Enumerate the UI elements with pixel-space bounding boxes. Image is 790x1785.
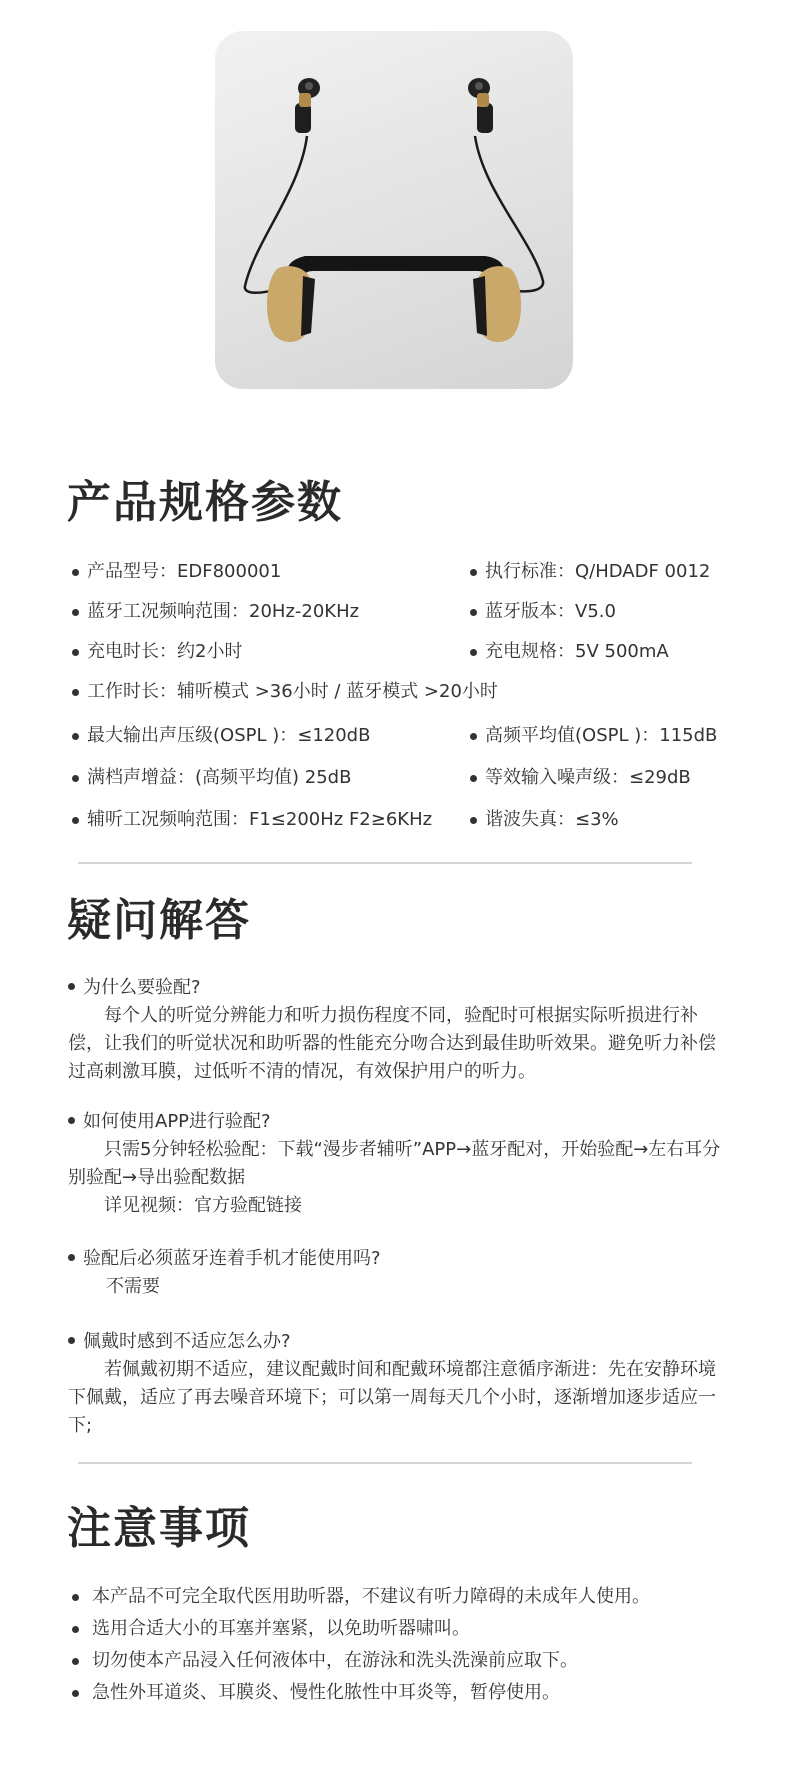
faq-answer: 只需5分钟轻松验配：下载“漫步者辅听”APP→蓝牙配对，开始验配→左右耳分别验配→导出验配数据 [68,1139,721,1188]
divider [78,1462,692,1464]
faq-title: 疑问解答 [67,895,251,946]
notes-title: 注意事项 [67,1503,251,1554]
faq-question: 验配后必须蓝牙连着手机才能使用吗? [68,1247,381,1271]
spec-max-output: 最大输出声压级(OSPL )：≤120dB [87,725,371,746]
note-item: 本产品不可完全取代医用助听器，不建议有听力障碍的未成年人使用。 [92,1586,650,1607]
faq-question: 为什么要验配? [68,976,201,1000]
spec-distortion: 谐波失真：≤3% [485,809,619,830]
spec-charge-time: 充电时长：约2小时 [87,641,243,662]
spec-charge-spec: 充电规格：5V 500mA [485,641,669,662]
spec-bt-version: 蓝牙版本：V5.0 [485,601,616,622]
spec-hearing-frequency: 辅听工况频响范围：F1≤200Hz F2≥6KHz [87,809,433,830]
bullet-icon [68,983,75,990]
faq-answer: 每个人的听觉分辨能力和听力损伤程度不同，验配时可根据实际听损进行补偿，让我们的听觉状况和助听器的性能充分吻合达到最佳助听效果。避免听力补偿过高刺激耳膜，过低听不清的情况，有效保护用户的听力。 [68,1005,716,1082]
product-image [215,31,573,389]
faq-answer: 若佩戴初期不适应，建议配戴时间和配戴环境都注意循序渐进：先在安静环境下佩戴，适应了再去噪音环境下；可以第一周每天几个小时，逐渐增加逐步适应一下; [68,1359,716,1436]
note-item: 切勿使本产品浸入任何液体中，在游泳和洗头洗澡前应取下。 [92,1650,578,1671]
note-item: 选用合适大小的耳塞并塞紧，以免助听器啸叫。 [92,1618,470,1639]
spec-model: 产品型号：EDF800001 [87,561,282,582]
faq-question: 佩戴时感到不适应怎么办? [68,1330,291,1354]
faq-question: 如何使用APP进行验配? [68,1110,271,1134]
bullet-icon [68,1337,75,1344]
spec-standard: 执行标准：Q/HDADF 0012 [485,561,711,582]
spec-bt-frequency: 蓝牙工况频响范围：20Hz-20KHz [87,601,360,622]
faq-video-link: 详见视频：官方验配链接 [104,1195,302,1216]
neckband-hearing-aid-image [215,31,573,389]
spec-gain: 满档声增益：(高频平均值) 25dB [87,767,352,788]
note-item: 急性外耳道炎、耳膜炎、慢性化脓性中耳炎等，暂停使用。 [92,1682,560,1703]
bullet-icon [68,1254,75,1261]
spec-hf-average: 高频平均值(OSPL )：115dB [485,725,718,746]
spec-work-time: 工作时长：辅听模式 >36小时 / 蓝牙模式 >20小时 [87,681,498,702]
divider [78,862,692,864]
spec-noise: 等效输入噪声级：≤29dB [485,767,691,788]
specs-title: 产品规格参数 [67,477,343,528]
bullet-icon [68,1117,75,1124]
faq-answer: 不需要 [106,1276,160,1297]
